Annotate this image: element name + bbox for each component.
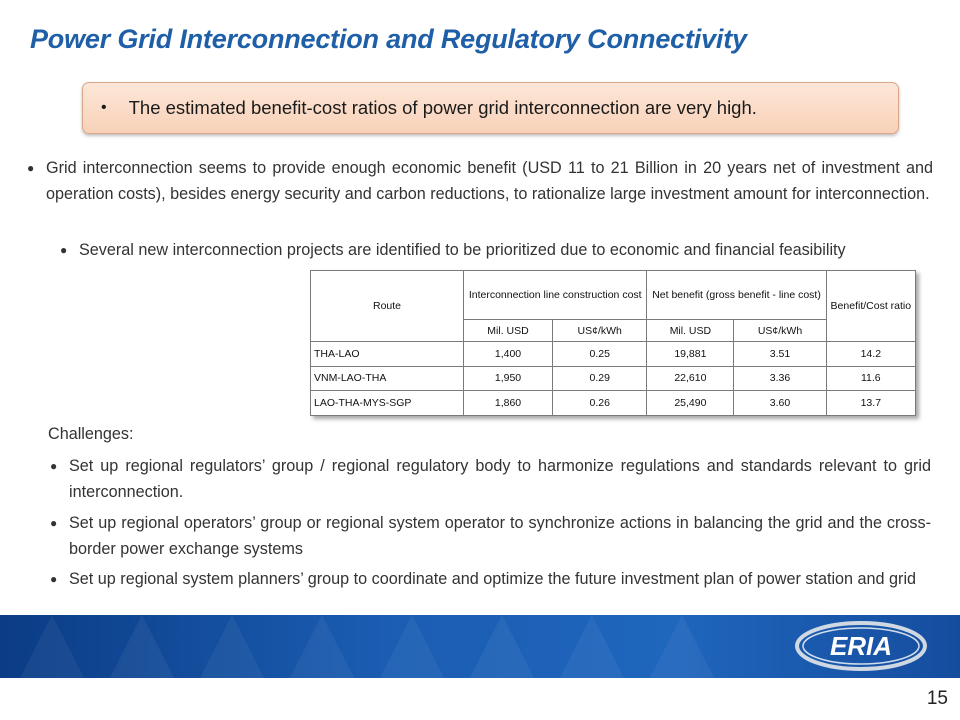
cell-route: THA-LAO <box>311 341 464 366</box>
cell-cost-cent: 0.29 <box>553 366 647 391</box>
cell-net-cent: 3.51 <box>734 341 826 366</box>
cell-ratio: 11.6 <box>826 366 915 391</box>
table-row <box>311 341 916 366</box>
header-net-benefit: Net benefit (gross benefit - line cost) <box>647 271 826 320</box>
header-line-cost: Interconnection line construction cost <box>464 271 647 320</box>
slide-title: Power Grid Interconnection and Regulatory Connectivity <box>30 24 747 54</box>
bullet-marker: ● <box>60 243 68 257</box>
cell-route: VNM-LAO-THA <box>311 366 464 391</box>
cell-cost-musd: 1,950 <box>464 366 553 391</box>
header-route: Route <box>311 271 464 342</box>
subheader-net-musd: Mil. USD <box>647 320 734 342</box>
bullet-new-projects <box>60 237 931 263</box>
cell-cost-cent: 0.26 <box>553 391 647 416</box>
footer-pattern <box>110 615 174 678</box>
table-row <box>311 391 916 416</box>
footer-pattern <box>470 615 534 678</box>
cell-ratio: 14.2 <box>826 341 915 366</box>
bullet-marker: ● <box>50 516 58 530</box>
header-ratio: Benefit/Cost ratio <box>826 271 915 342</box>
bullet-marker: ● <box>50 459 58 473</box>
subheader-net-cent: US¢/kWh <box>734 320 826 342</box>
cell-cost-musd: 1,400 <box>464 341 553 366</box>
callout-bullet: • <box>101 99 107 116</box>
cell-net-cent: 3.36 <box>734 366 826 391</box>
page-number: 15 <box>926 688 948 709</box>
eria-logo <box>792 617 930 675</box>
bullet-marker: ● <box>50 572 58 586</box>
bullet-text: Grid interconnection seems to provide enough economic benefit (USD 11 to 21 Billion in 20 years net of investment and operation costs), besides energy security and carbon reductions, to rationalize large investment amount for interconnection. <box>46 159 933 203</box>
footer-pattern <box>560 615 624 678</box>
challenges-heading: Challenges: <box>48 425 134 443</box>
challenge-item <box>50 453 931 505</box>
cell-ratio: 13.7 <box>826 391 915 416</box>
cell-net-cent: 3.60 <box>734 391 826 416</box>
challenge-item <box>50 510 931 562</box>
benefit-cost-table <box>310 270 916 416</box>
footer-pattern <box>290 615 354 678</box>
cell-net-musd: 19,881 <box>647 341 734 366</box>
bullet-grid-interconnection <box>27 155 933 207</box>
cell-net-musd: 25,490 <box>647 391 734 416</box>
callout-text: The estimated benefit-cost ratios of power grid interconnection are very high. <box>128 97 757 118</box>
cell-route: LAO-THA-MYS-SGP <box>311 391 464 416</box>
subheader-cost-cent: US¢/kWh <box>553 320 647 342</box>
cell-net-musd: 22,610 <box>647 366 734 391</box>
challenge-text: Set up regional system planners’ group to coordinate and optimize the future investment plan of power station and grid <box>69 570 917 588</box>
cell-cost-musd: 1,860 <box>464 391 553 416</box>
challenge-item <box>50 566 931 592</box>
challenge-text: Set up regional regulators’ group / regional regulatory body to harmonize regulations and standards relevant to grid interconnection. <box>69 457 931 501</box>
logo-text: ERIA <box>829 631 893 661</box>
footer-pattern <box>20 615 84 678</box>
challenge-text: Set up regional operators’ group or regional system operator to synchronize actions in balancing the grid and the cross-border power exchange systems <box>69 514 931 558</box>
footer-pattern <box>650 615 714 678</box>
table-row <box>311 366 916 391</box>
key-finding-callout <box>82 82 899 134</box>
footer-pattern <box>380 615 444 678</box>
table-header-row <box>311 271 916 320</box>
cell-cost-cent: 0.25 <box>553 341 647 366</box>
subheader-cost-musd: Mil. USD <box>464 320 553 342</box>
footer-pattern <box>200 615 264 678</box>
bullet-marker: ● <box>27 161 35 175</box>
bullet-text: Several new interconnection projects are identified to be prioritized due to economic and financial feasibility <box>79 241 846 259</box>
